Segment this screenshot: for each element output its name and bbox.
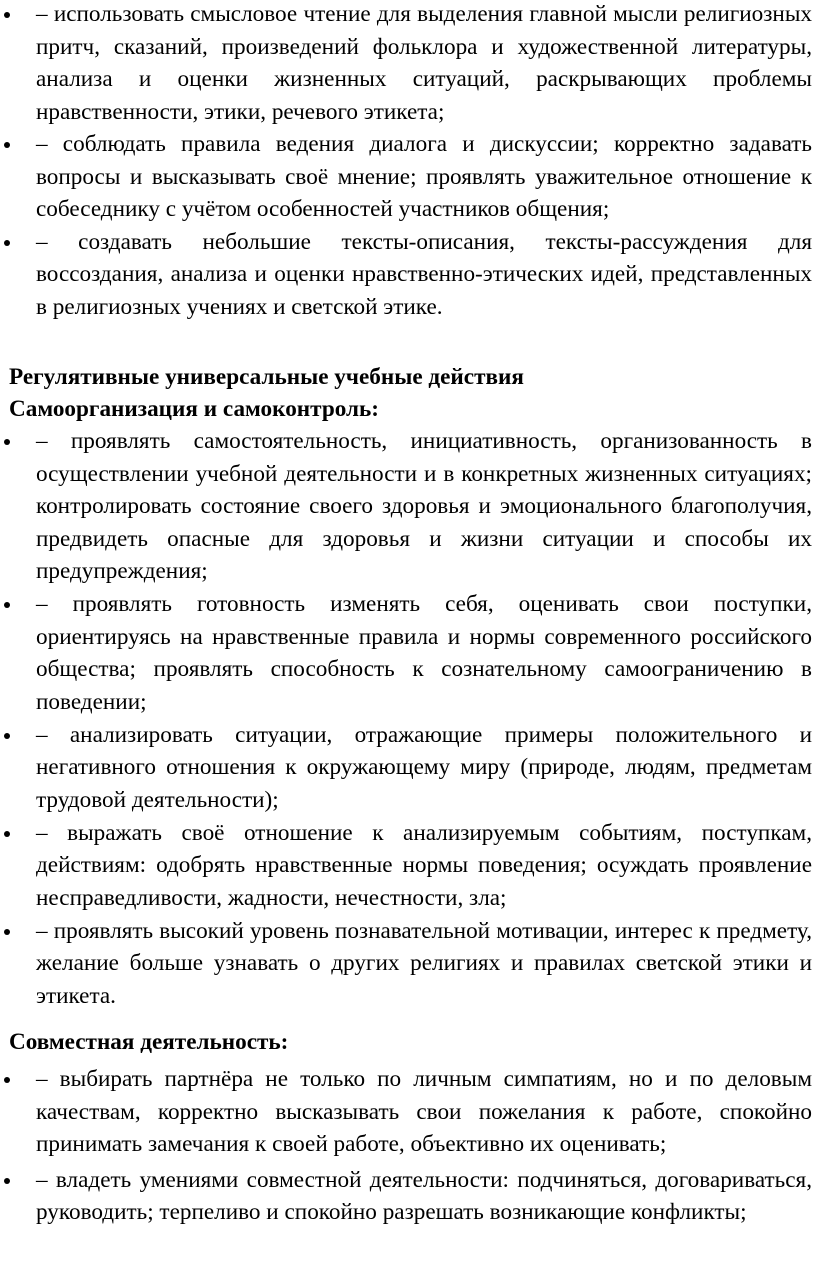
communication-list <box>0 0 816 323</box>
list-item <box>0 588 816 718</box>
list-item-text: – создавать небольшие тексты-описания, тексты-рассуждения для воссоздания, анализа и оценки нравственно-этических идей, представленных в религиозных учениях и светской этике. <box>36 228 812 320</box>
list-item <box>0 817 816 915</box>
list-item <box>0 0 816 128</box>
list-item-text: – проявлять готовность изменять себя, оценивать свои поступки, ориентируясь на нравственные правила и нормы современного российского общества; проявлять способность к сознательному самоограничению в поведении; <box>36 591 812 715</box>
list-item-text: – анализировать ситуации, отражающие примеры положительного и негативного отношения к окружающему миру (природе, людям, предметам трудовой деятельности); <box>36 721 812 813</box>
list-item <box>0 128 816 226</box>
bullet-icon <box>2 425 16 458</box>
list-item <box>0 719 816 817</box>
self-organization-list <box>0 425 816 1013</box>
list-item-text: – использовать смысловое чтение для выделения главной мысли религиозных притч, сказаний, произведений фольклора и художественной литературы, анализа и оценки жизненных ситуаций, раскрывающих проблемы нравственности, этики, речевого этикета; <box>36 1 812 125</box>
bullet-icon <box>2 817 16 850</box>
bullet-icon <box>2 1164 16 1197</box>
list-item <box>0 1164 816 1229</box>
bullet-icon <box>2 0 16 31</box>
bullet-icon <box>2 128 16 161</box>
bullet-icon <box>2 1063 16 1096</box>
section-heading-regulative: Регулятивные универсальные учебные действия <box>9 364 524 390</box>
list-item <box>0 425 816 588</box>
list-item-text: – соблюдать правила ведения диалога и дискуссии; корректно задавать вопросы и высказывать своё мнение; проявлять уважительное отношение к собеседнику с учётом особенностей участников общения; <box>36 131 812 222</box>
list-item-text: – владеть умениями совместной деятельности: подчиняться, договариваться, руководить; терпеливо и спокойно разрешать возникающие конфликты; <box>36 1166 812 1225</box>
list-item-text: – проявлять самостоятельность, инициативность, организованность в осуществлении учебной деятельности и в конкретных жизненных ситуациях; контролировать состояние своего здоровья и эмоционального благополучия, предвидеть опасные для здоровья и жизни ситуации и способы их предупреждения; <box>36 428 812 584</box>
list-item <box>0 226 816 324</box>
list-item <box>0 1063 816 1161</box>
joint-activity-list <box>0 1063 816 1232</box>
subsection-heading-joint-activity: Совместная деятельность: <box>9 1029 289 1055</box>
bullet-icon <box>2 915 16 948</box>
bullet-icon <box>2 719 16 752</box>
subsection-heading-self-organization: Самоорганизация и самоконтроль: <box>9 396 379 422</box>
list-item-text: – проявлять высокий уровень познавательной мотивации, интерес к предмету, желание больше узнавать о других религиях и правилах светской этики и этикета. <box>36 917 812 1009</box>
list-item-text: – выбирать партнёра не только по личным симпатиям, но и по деловым качествам, корректно высказывать свои пожелания к работе, спокойно принимать замечания к своей работе, объективно их оценивать; <box>36 1066 812 1157</box>
bullet-icon <box>2 588 16 621</box>
list-item <box>0 915 816 1013</box>
bullet-icon <box>2 226 16 259</box>
list-item-text: – выражать своё отношение к анализируемым событиям, поступкам, действиям: одобрять нравственные нормы поведения; осуждать проявление несправедливости, жадности, нечестности, зла; <box>36 819 812 911</box>
